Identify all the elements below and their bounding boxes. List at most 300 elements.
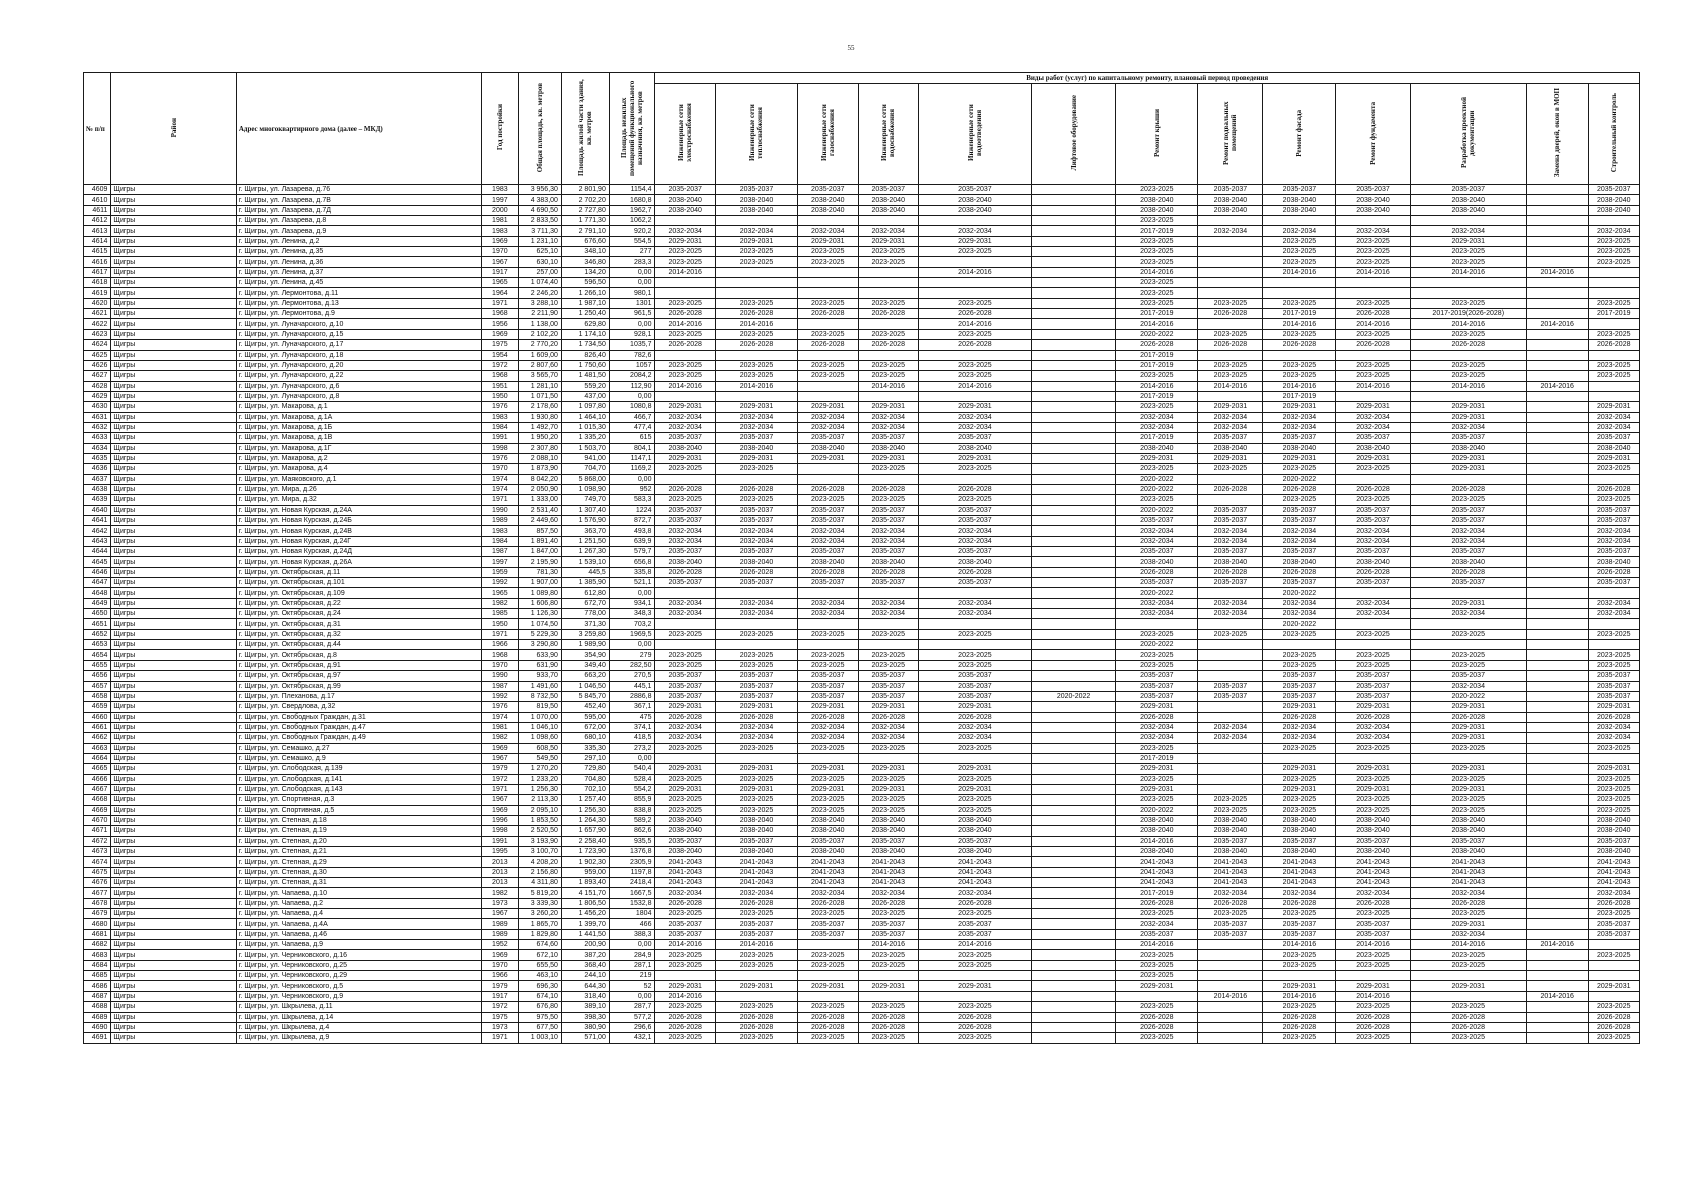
- cell-total-area: 1 126,30: [518, 609, 561, 619]
- cell-work-5: [1031, 795, 1115, 805]
- cell-work-8: 2020-2022: [1263, 588, 1336, 598]
- cell-year: 1982: [482, 888, 519, 898]
- cell-work-10: [1410, 391, 1526, 401]
- cell-nonres-area: 1080,8: [609, 402, 655, 412]
- cell-living-area: 1 385,90: [561, 578, 609, 588]
- cell-nonres-area: 388,3: [609, 929, 655, 939]
- cell-work-0: 2035-2037: [655, 681, 715, 691]
- cell-work-4: 2032-2034: [918, 722, 1031, 732]
- header-work-12: Строительный контроль: [1588, 84, 1640, 185]
- cell-work-7: 2035-2037: [1198, 691, 1263, 701]
- cell-work-4: 2023-2025: [918, 298, 1031, 308]
- cell-work-0: 2023-2025: [655, 247, 715, 257]
- table-row: [84, 484, 1640, 494]
- cell-year: 1983: [482, 412, 519, 422]
- cell-district: Щигры: [111, 267, 236, 277]
- cell-work-5: [1031, 464, 1115, 474]
- cell-work-2: 2026-2028: [798, 340, 858, 350]
- cell-work-3: 2035-2037: [858, 681, 918, 691]
- cell-work-8: 2014-2016: [1263, 381, 1336, 391]
- cell-district: Щигры: [111, 650, 236, 660]
- cell-no: 4673: [84, 847, 111, 857]
- cell-work-11: [1526, 247, 1588, 257]
- cell-work-7: [1198, 764, 1263, 774]
- cell-address: г. Щигры, ул. Ленина, д.35: [236, 247, 481, 257]
- cell-work-5: [1031, 784, 1115, 794]
- table-row: [84, 722, 1640, 732]
- cell-work-4: 2035-2037: [918, 433, 1031, 443]
- cell-work-0: 2035-2037: [655, 547, 715, 557]
- cell-living-area: 200,90: [561, 940, 609, 950]
- cell-work-10: 2032-2034: [1410, 536, 1526, 546]
- cell-work-11: [1526, 340, 1588, 350]
- cell-work-8: 2023-2025: [1263, 743, 1336, 753]
- cell-address: г. Щигры, ул. Октябрьская, д.11: [236, 567, 481, 577]
- cell-work-10: 2035-2037: [1410, 671, 1526, 681]
- cell-living-area: 595,00: [561, 712, 609, 722]
- table-row: [84, 516, 1640, 526]
- cell-work-6: 2041-2043: [1116, 878, 1198, 888]
- cell-work-9: 2026-2028: [1336, 484, 1410, 494]
- cell-work-5: [1031, 578, 1115, 588]
- cell-work-3: 2023-2025: [858, 1033, 918, 1043]
- table-row: [84, 360, 1640, 370]
- cell-work-12: 2035-2037: [1588, 547, 1640, 557]
- cell-address: г. Щигры, ул. Новая Курская, д.24Б: [236, 516, 481, 526]
- cell-total-area: 2 088,10: [518, 453, 561, 463]
- cell-work-1: 2023-2025: [715, 660, 797, 670]
- cell-total-area: 1 491,60: [518, 681, 561, 691]
- cell-work-2: 2023-2025: [798, 743, 858, 753]
- cell-district: Щигры: [111, 588, 236, 598]
- cell-work-6: 2020-2022: [1116, 805, 1198, 815]
- cell-work-1: 2023-2025: [715, 464, 797, 474]
- cell-year: 2013: [482, 857, 519, 867]
- cell-work-0: 2023-2025: [655, 329, 715, 339]
- cell-work-9: 2029-2031: [1336, 981, 1410, 991]
- cell-work-7: 2035-2037: [1198, 547, 1263, 557]
- cell-work-2: 2032-2034: [798, 609, 858, 619]
- cell-work-2: 2038-2040: [798, 205, 858, 215]
- cell-living-area: 1 771,30: [561, 216, 609, 226]
- cell-work-10: 2026-2028: [1410, 1012, 1526, 1022]
- cell-work-4: 2035-2037: [918, 929, 1031, 939]
- cell-work-9: 2026-2028: [1336, 309, 1410, 319]
- cell-address: г. Щигры, ул. Октябрьская, д.44: [236, 640, 481, 650]
- cell-address: г. Щигры, ул. Лазарева, д.76: [236, 185, 481, 195]
- cell-living-area: 704,80: [561, 774, 609, 784]
- cell-no: 4643: [84, 536, 111, 546]
- cell-work-10: 2023-2025: [1410, 298, 1526, 308]
- cell-work-12: 2023-2025: [1588, 1002, 1640, 1012]
- cell-work-6: [1116, 991, 1198, 1001]
- cell-nonres-area: 466,7: [609, 412, 655, 422]
- cell-district: Щигры: [111, 722, 236, 732]
- header-work-2: Инженерные сети газоснабжения: [798, 84, 858, 185]
- cell-work-6: 2032-2034: [1116, 733, 1198, 743]
- cell-no: 4657: [84, 681, 111, 691]
- cell-living-area: 3 259,80: [561, 629, 609, 639]
- cell-total-area: 1 231,10: [518, 236, 561, 246]
- cell-year: 1976: [482, 402, 519, 412]
- cell-address: г. Щигры, ул. Макарова, д.2: [236, 453, 481, 463]
- cell-work-8: [1263, 216, 1336, 226]
- cell-living-area: 749,70: [561, 495, 609, 505]
- cell-total-area: 672,10: [518, 950, 561, 960]
- cell-work-2: [798, 971, 858, 981]
- cell-work-5: [1031, 878, 1115, 888]
- cell-work-1: 2023-2025: [715, 629, 797, 639]
- cell-year: 1951: [482, 381, 519, 391]
- cell-work-9: [1336, 350, 1410, 360]
- cell-total-area: 1 907,00: [518, 578, 561, 588]
- cell-no: 4614: [84, 236, 111, 246]
- cell-work-12: 2041-2043: [1588, 857, 1640, 867]
- cell-work-8: 2038-2040: [1263, 205, 1336, 215]
- cell-work-6: 2029-2031: [1116, 764, 1198, 774]
- cell-total-area: 674,10: [518, 991, 561, 1001]
- cell-work-11: [1526, 226, 1588, 236]
- cell-district: Щигры: [111, 247, 236, 257]
- cell-work-8: 2020-2022: [1263, 474, 1336, 484]
- cell-work-5: [1031, 567, 1115, 577]
- cell-living-area: 826,40: [561, 350, 609, 360]
- table-row: [84, 495, 1640, 505]
- cell-work-7: 2035-2037: [1198, 919, 1263, 929]
- cell-work-2: [798, 464, 858, 474]
- cell-address: г. Щигры, ул. Октябрьская, д.31: [236, 619, 481, 629]
- cell-nonres-area: 0,00: [609, 319, 655, 329]
- cell-work-4: 2023-2025: [918, 743, 1031, 753]
- cell-no: 4655: [84, 660, 111, 670]
- cell-work-2: 2029-2031: [798, 764, 858, 774]
- cell-work-5: [1031, 484, 1115, 494]
- cell-nonres-area: 52: [609, 981, 655, 991]
- header-address: Адрес многоквартирного дома (далее – МКД): [236, 73, 481, 185]
- cell-living-area: 1 806,50: [561, 898, 609, 908]
- cell-work-3: 2023-2025: [858, 795, 918, 805]
- cell-year: 1974: [482, 484, 519, 494]
- cell-work-1: 2032-2034: [715, 598, 797, 608]
- cell-work-1: 2035-2037: [715, 681, 797, 691]
- cell-work-12: [1588, 991, 1640, 1001]
- cell-address: г. Щигры, ул. Октябрьская, д.109: [236, 588, 481, 598]
- cell-work-4: 2023-2025: [918, 1002, 1031, 1012]
- cell-work-12: 2023-2025: [1588, 774, 1640, 784]
- cell-work-2: 2029-2031: [798, 784, 858, 794]
- cell-living-area: 1 264,30: [561, 815, 609, 825]
- cell-address: г. Щигры, ул. Свободных Граждан, д.49: [236, 733, 481, 743]
- cell-work-7: 2035-2037: [1198, 836, 1263, 846]
- cell-work-10: 2029-2031: [1410, 412, 1526, 422]
- cell-work-0: [655, 619, 715, 629]
- cell-work-2: 2023-2025: [798, 1002, 858, 1012]
- cell-total-area: 1 074,50: [518, 619, 561, 629]
- cell-total-area: 8 732,50: [518, 691, 561, 701]
- cell-work-12: [1588, 474, 1640, 484]
- cell-work-2: 2032-2034: [798, 226, 858, 236]
- cell-work-4: 2035-2037: [918, 578, 1031, 588]
- cell-address: г. Щигры, ул. Лазарева, д.7В: [236, 195, 481, 205]
- cell-district: Щигры: [111, 609, 236, 619]
- cell-work-8: 2014-2016: [1263, 267, 1336, 277]
- cell-work-12: [1588, 391, 1640, 401]
- cell-no: 4621: [84, 309, 111, 319]
- cell-work-5: [1031, 660, 1115, 670]
- cell-work-7: 2014-2016: [1198, 991, 1263, 1001]
- cell-work-3: 2038-2040: [858, 205, 918, 215]
- cell-no: 4617: [84, 267, 111, 277]
- cell-work-9: 2035-2037: [1336, 681, 1410, 691]
- cell-district: Щигры: [111, 422, 236, 432]
- cell-no: 4691: [84, 1033, 111, 1043]
- cell-work-0: 2023-2025: [655, 795, 715, 805]
- cell-work-3: 2032-2034: [858, 733, 918, 743]
- cell-district: Щигры: [111, 909, 236, 919]
- cell-work-7: [1198, 650, 1263, 660]
- cell-work-0: 2032-2034: [655, 536, 715, 546]
- cell-work-2: 2041-2043: [798, 878, 858, 888]
- cell-work-8: 2023-2025: [1263, 247, 1336, 257]
- cell-work-7: 2023-2025: [1198, 805, 1263, 815]
- cell-work-11: [1526, 640, 1588, 650]
- cell-work-1: 2029-2031: [715, 453, 797, 463]
- cell-work-9: 2038-2040: [1336, 826, 1410, 836]
- cell-work-11: 2014-2016: [1526, 319, 1588, 329]
- cell-work-9: 2029-2031: [1336, 784, 1410, 794]
- cell-work-5: [1031, 909, 1115, 919]
- cell-work-1: 2023-2025: [715, 774, 797, 784]
- cell-address: г. Щигры, ул. Чапаева, д.9: [236, 940, 481, 950]
- cell-work-9: 2023-2025: [1336, 247, 1410, 257]
- cell-work-7: [1198, 950, 1263, 960]
- cell-living-area: 1 989,90: [561, 640, 609, 650]
- header-work-7: Ремонт подвальных помещений: [1198, 84, 1263, 185]
- cell-work-6: 2026-2028: [1116, 567, 1198, 577]
- cell-work-8: 2026-2028: [1263, 1022, 1336, 1032]
- cell-work-10: [1410, 971, 1526, 981]
- cell-nonres-area: 367,1: [609, 702, 655, 712]
- cell-work-10: 2023-2025: [1410, 950, 1526, 960]
- table-row: [84, 971, 1640, 981]
- cell-work-1: 2029-2031: [715, 702, 797, 712]
- cell-work-2: 2038-2040: [798, 815, 858, 825]
- cell-work-5: [1031, 898, 1115, 908]
- cell-work-7: 2035-2037: [1198, 185, 1263, 195]
- cell-work-4: [918, 288, 1031, 298]
- header-work-5: Лифтовое оборудование: [1031, 84, 1115, 185]
- cell-work-1: 2023-2025: [715, 909, 797, 919]
- cell-work-0: 2023-2025: [655, 909, 715, 919]
- cell-no: 4644: [84, 547, 111, 557]
- cell-nonres-area: 1804: [609, 909, 655, 919]
- cell-work-0: 2026-2028: [655, 1012, 715, 1022]
- cell-work-0: 2014-2016: [655, 267, 715, 277]
- cell-work-3: [858, 267, 918, 277]
- cell-work-6: 2023-2025: [1116, 660, 1198, 670]
- cell-district: Щигры: [111, 567, 236, 577]
- cell-year: 1968: [482, 371, 519, 381]
- cell-work-12: [1588, 940, 1640, 950]
- cell-work-2: 2026-2028: [798, 898, 858, 908]
- cell-work-11: [1526, 205, 1588, 215]
- cell-district: Щигры: [111, 547, 236, 557]
- cell-work-4: 2032-2034: [918, 598, 1031, 608]
- cell-work-3: 2038-2040: [858, 195, 918, 205]
- cell-year: 2013: [482, 867, 519, 877]
- cell-address: г. Щигры, ул. Шкрылева, д.9: [236, 1033, 481, 1043]
- cell-work-6: 2017-2019: [1116, 391, 1198, 401]
- cell-work-11: [1526, 971, 1588, 981]
- cell-work-7: [1198, 216, 1263, 226]
- cell-work-11: [1526, 815, 1588, 825]
- cell-work-11: [1526, 712, 1588, 722]
- cell-work-0: 2023-2025: [655, 650, 715, 660]
- cell-work-0: 2041-2043: [655, 878, 715, 888]
- cell-work-2: 2035-2037: [798, 578, 858, 588]
- cell-work-10: 2023-2025: [1410, 371, 1526, 381]
- cell-work-3: 2035-2037: [858, 929, 918, 939]
- cell-living-area: 1 267,30: [561, 547, 609, 557]
- cell-work-12: 2041-2043: [1588, 878, 1640, 888]
- cell-nonres-area: 2084,2: [609, 371, 655, 381]
- cell-work-12: 2023-2025: [1588, 247, 1640, 257]
- cell-district: Щигры: [111, 681, 236, 691]
- cell-work-2: 2041-2043: [798, 867, 858, 877]
- cell-no: 4624: [84, 340, 111, 350]
- cell-work-10: 2029-2031: [1410, 722, 1526, 732]
- cell-work-1: 2023-2025: [715, 650, 797, 660]
- cell-work-2: 2026-2028: [798, 484, 858, 494]
- cell-total-area: 3 956,30: [518, 185, 561, 195]
- cell-work-6: 2023-2025: [1116, 629, 1198, 639]
- cell-year: 1975: [482, 340, 519, 350]
- cell-work-12: [1588, 319, 1640, 329]
- table-row: [84, 443, 1640, 453]
- table-row: [84, 981, 1640, 991]
- cell-work-2: 2038-2040: [798, 443, 858, 453]
- cell-work-6: 2023-2025: [1116, 909, 1198, 919]
- cell-no: 4686: [84, 981, 111, 991]
- cell-work-4: 2023-2025: [918, 371, 1031, 381]
- table-row: [84, 950, 1640, 960]
- cell-year: 1991: [482, 433, 519, 443]
- table-row: [84, 205, 1640, 215]
- cell-work-12: 2038-2040: [1588, 847, 1640, 857]
- cell-work-6: 2026-2028: [1116, 898, 1198, 908]
- cell-work-11: [1526, 981, 1588, 991]
- cell-district: Щигры: [111, 847, 236, 857]
- cell-address: г. Щигры, ул. Октябрьская, д.91: [236, 660, 481, 670]
- cell-work-3: [858, 474, 918, 484]
- cell-address: г. Щигры, ул. Новая Курская, д.26А: [236, 557, 481, 567]
- cell-work-10: 2041-2043: [1410, 857, 1526, 867]
- cell-work-7: 2035-2037: [1198, 433, 1263, 443]
- cell-work-0: 2038-2040: [655, 205, 715, 215]
- cell-no: 4641: [84, 516, 111, 526]
- cell-no: 4658: [84, 691, 111, 701]
- cell-work-4: 2023-2025: [918, 950, 1031, 960]
- cell-work-0: 2035-2037: [655, 671, 715, 681]
- cell-work-2: [798, 288, 858, 298]
- cell-work-1: 2035-2037: [715, 578, 797, 588]
- cell-work-0: 2023-2025: [655, 660, 715, 670]
- cell-work-12: 2035-2037: [1588, 691, 1640, 701]
- cell-year: 1967: [482, 257, 519, 267]
- cell-work-5: [1031, 453, 1115, 463]
- cell-work-9: 2014-2016: [1336, 991, 1410, 1001]
- cell-work-5: [1031, 960, 1115, 970]
- cell-work-1: 2032-2034: [715, 609, 797, 619]
- cell-work-7: 2035-2037: [1198, 681, 1263, 691]
- cell-district: Щигры: [111, 702, 236, 712]
- cell-work-0: 2026-2028: [655, 484, 715, 494]
- cell-work-11: [1526, 433, 1588, 443]
- cell-work-3: 2026-2028: [858, 567, 918, 577]
- table-row: [84, 557, 1640, 567]
- cell-year: 1959: [482, 567, 519, 577]
- cell-address: г. Щигры, ул. Луначарского, д.20: [236, 360, 481, 370]
- cell-work-12: 2029-2031: [1588, 402, 1640, 412]
- cell-work-6: 2023-2025: [1116, 288, 1198, 298]
- cell-work-9: 2023-2025: [1336, 909, 1410, 919]
- cell-work-3: 2023-2025: [858, 960, 918, 970]
- cell-total-area: 4 311,80: [518, 878, 561, 888]
- cell-work-0: 2029-2031: [655, 784, 715, 794]
- cell-work-8: 2038-2040: [1263, 826, 1336, 836]
- cell-work-9: 2023-2025: [1336, 495, 1410, 505]
- cell-total-area: 2 050,90: [518, 484, 561, 494]
- table-row: [84, 547, 1640, 557]
- header-district: Район: [111, 73, 236, 185]
- cell-address: г. Щигры, ул. Октябрьская, д.22: [236, 598, 481, 608]
- cell-total-area: 1 089,80: [518, 588, 561, 598]
- cell-work-3: 2041-2043: [858, 867, 918, 877]
- cell-address: г. Щигры, ул. Макарова, д.1А: [236, 412, 481, 422]
- cell-work-2: [798, 381, 858, 391]
- cell-work-7: [1198, 588, 1263, 598]
- cell-nonres-area: 445,1: [609, 681, 655, 691]
- cell-work-8: 2020-2022: [1263, 619, 1336, 629]
- cell-work-2: 2023-2025: [798, 805, 858, 815]
- cell-work-3: 2038-2040: [858, 847, 918, 857]
- cell-living-area: 387,20: [561, 950, 609, 960]
- cell-living-area: 644,30: [561, 981, 609, 991]
- cell-work-6: 2023-2025: [1116, 743, 1198, 753]
- cell-work-10: 2029-2031: [1410, 402, 1526, 412]
- table-row: [84, 991, 1640, 1001]
- cell-work-10: 2026-2028: [1410, 712, 1526, 722]
- cell-district: Щигры: [111, 402, 236, 412]
- cell-address: г. Щигры, ул. Новая Курская, д.24А: [236, 505, 481, 515]
- cell-work-4: 2026-2028: [918, 484, 1031, 494]
- table-row: [84, 619, 1640, 629]
- cell-living-area: 596,50: [561, 278, 609, 288]
- cell-work-3: 2023-2025: [858, 774, 918, 784]
- cell-work-8: 2041-2043: [1263, 857, 1336, 867]
- cell-work-5: [1031, 505, 1115, 515]
- cell-work-7: 2023-2025: [1198, 795, 1263, 805]
- cell-work-5: [1031, 1033, 1115, 1043]
- cell-work-4: 2023-2025: [918, 247, 1031, 257]
- cell-work-9: 2041-2043: [1336, 857, 1410, 867]
- header-work-10: Разработка проектной документации: [1410, 84, 1526, 185]
- cell-work-2: [798, 267, 858, 277]
- cell-year: 1976: [482, 702, 519, 712]
- cell-work-6: 2014-2016: [1116, 381, 1198, 391]
- cell-total-area: 2 246,20: [518, 288, 561, 298]
- cell-work-0: 2014-2016: [655, 319, 715, 329]
